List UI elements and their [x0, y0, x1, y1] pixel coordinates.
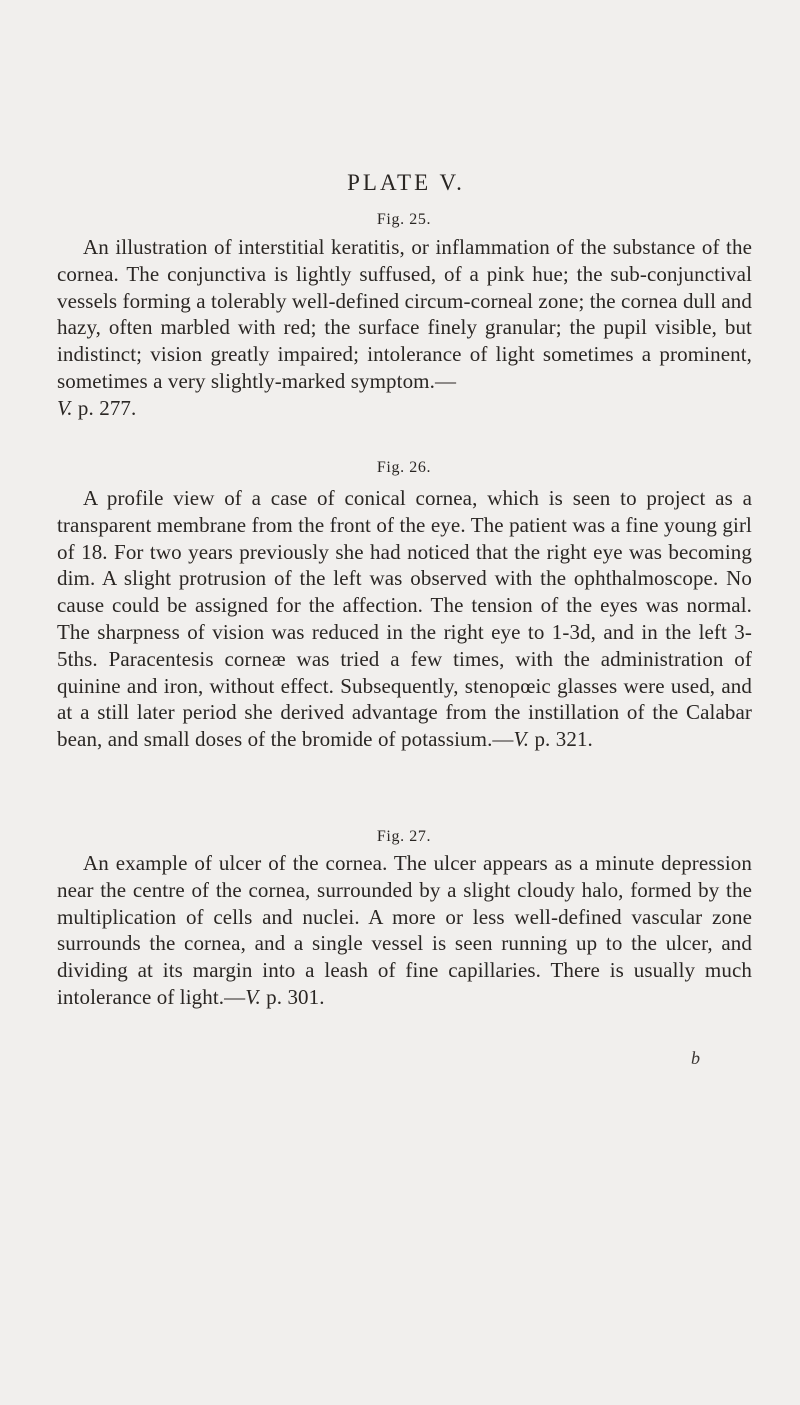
fig-25-text: An illustration of interstitial keratitis, or inflammation of the substance of the cornea. The conjunctiva is lightly suffused, of a pink hue; the sub-conjunctival vessels forming a tolerably well-defined circum-corneal zone; the cornea dull and hazy, often marbled with red; the surface finely granular; the pupil visible, but indistinct; vision greatly impaired; intolerance of light sometimes a prominent, sometimes a very slightly-marked symptom.— [57, 235, 752, 393]
fig-26-ref-page: p. 321. [529, 727, 593, 752]
fig-27-ref-letter: V. [245, 984, 261, 1009]
fig-25-ref-page: p. 277. [72, 395, 137, 420]
fig-27-ref-page: p. 301. [260, 984, 325, 1009]
fig-26-heading: Fig. 26. [376, 459, 432, 476]
fig-26-text: A profile view of a case of conical cornea, which is seen to project as a transparent membrane from the front of the eye. The patient was a fine young girl of 18. For two years previously she had noticed that the right eye was becoming dim. A slight protrusion of the left was observed with the ophthalmoscope. No cause could be assigned for the affection. The tension of the eyes was normal. The sharpness of vision was reduced in the right eye to 1-3d, and in the left 3-5ths. Paracentesis corneæ was tried a few times, with the administration of quinine and iron, without effect. Subsequently, stenopœic glasses were used, and at a still later period she derived advantage from the instillation of the Calabar bean, and small doses of the bromide of potassium.— [57, 486, 752, 752]
plate-title: PLATE V. [347, 170, 465, 195]
fig-25-ref-letter: V. [57, 395, 73, 420]
fig-26-description [57, 485, 752, 753]
fig-27-description [57, 850, 752, 1011]
fig-25-description [57, 234, 752, 422]
fig-27-text: An example of ulcer of the cornea. The ulcer appears as a minute depression near the centre of the cornea, surrounded by a slight cloudy halo, formed by the multiplication of cells and nuclei. A more or less well-defined vascular zone surrounds the cornea, and a single vessel is seen running up to the ulcer, and dividing at its margin into a leash of fine capillaries. There is usually much intolerance of light.— [57, 851, 752, 1009]
fig-25-heading: Fig. 25. [376, 211, 432, 228]
fig-27-heading: Fig. 27. [376, 828, 432, 845]
fig-26-ref-letter: V. [513, 727, 530, 752]
signature-mark: b [691, 1048, 700, 1068]
